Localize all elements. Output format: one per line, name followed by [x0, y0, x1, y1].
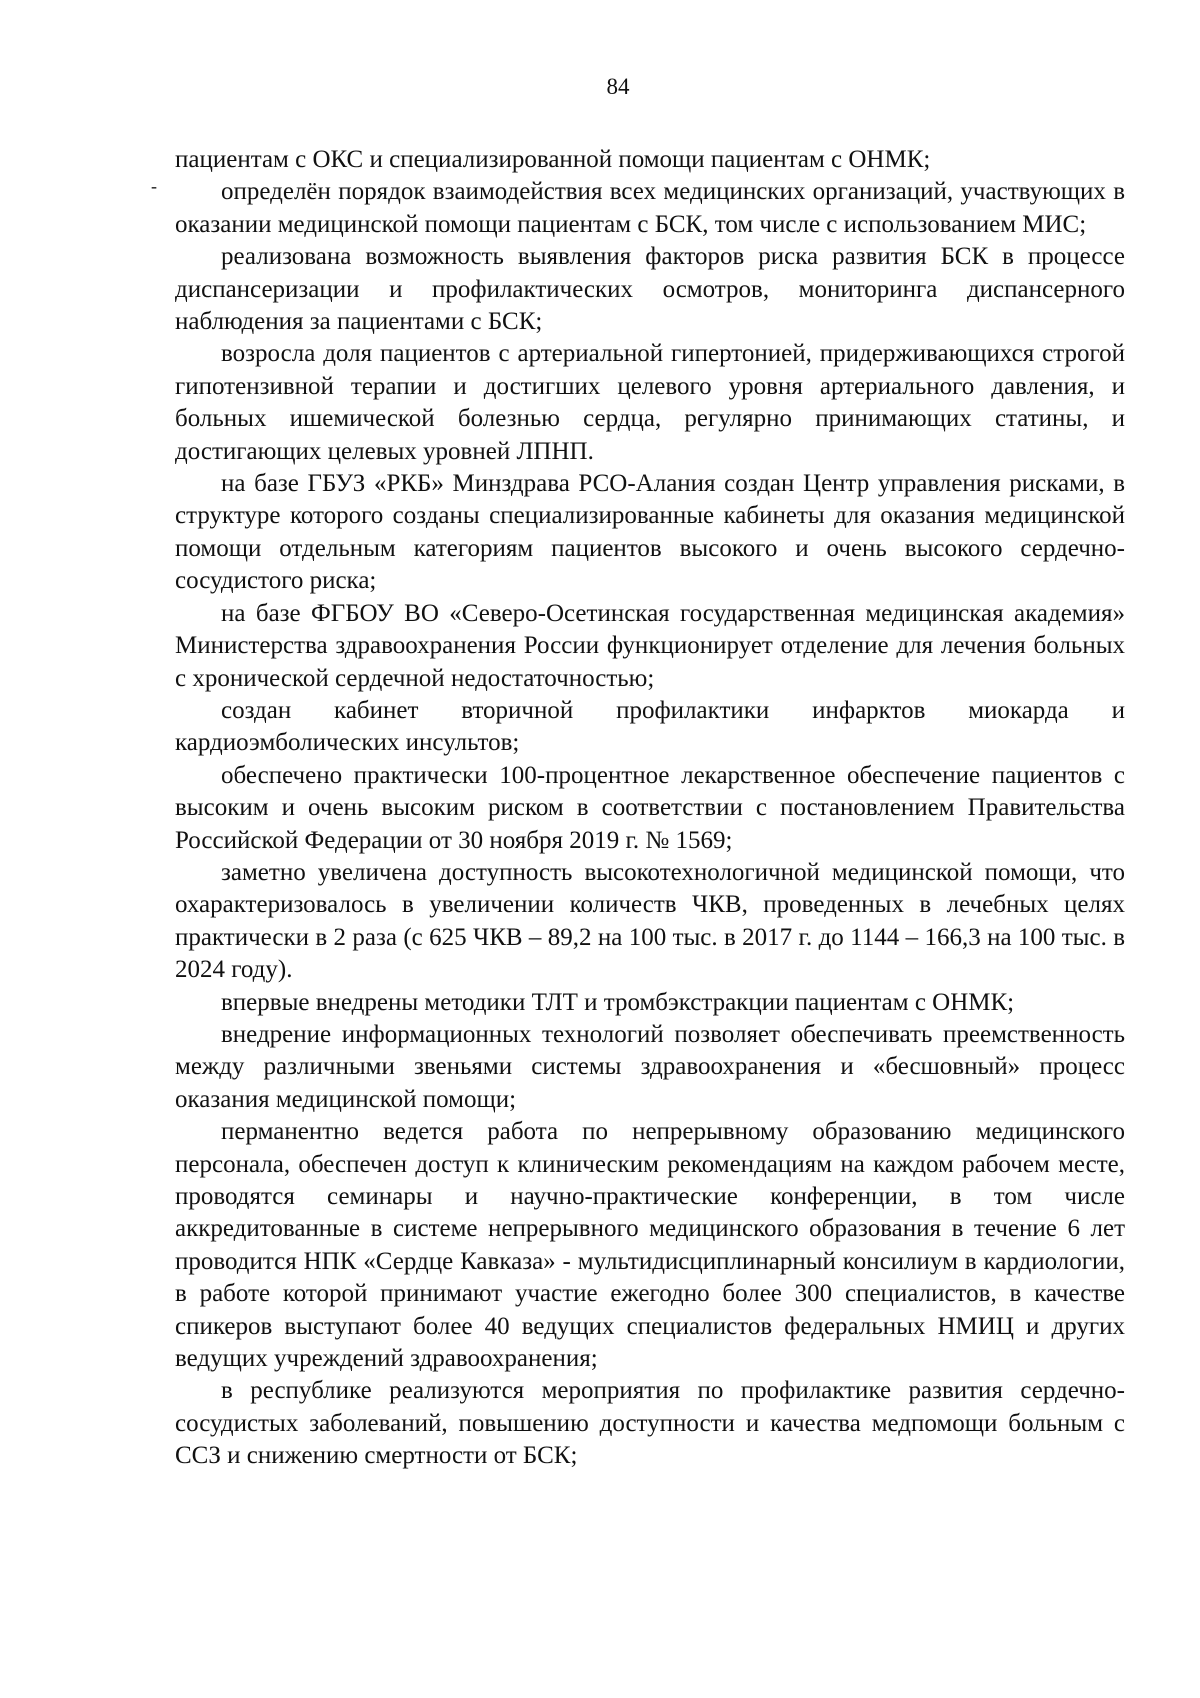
- body-text: [175, 144, 1125, 1473]
- paragraph: обеспечено практически 100-процентное лекарственное обеспечение пациентов с высоким и очень высоким риском в соответствии с постановлением Правительства Российской Федерации от 30 ноября 2019 г. № 1569;: [175, 761, 1125, 854]
- paragraph: внедрение информационных технологий позволяет обеспечивать преемственность между различными звеньями системы здравоохранения и «бесшовный» процесс оказания медицинской помощи;: [175, 1020, 1125, 1113]
- page-number: 84: [606, 74, 630, 99]
- paragraph: создан кабинет вторичной профилактики инфарктов миокарда и кардиоэмболических инсультов;: [175, 696, 1125, 757]
- paragraph: пациентам с ОКС и специализированной помощи пациентам с ОНМК;: [175, 146, 931, 173]
- paragraph: определён порядок взаимодействия всех медицинских организаций, участвующих в оказании медицинской помощи пациентам с БСК, том числе с использованием МИС;: [175, 178, 1125, 238]
- paragraph: в республике реализуются мероприятия по профилактике развития сердечно-сосудистых заболеваний, повышению доступности и качества медпомощи больным с ССЗ и снижению смертности от БСК;: [175, 1377, 1125, 1470]
- paragraph: на базе ФГБОУ ВО «Северо-Осетинская государственная медицинская академия» Министерства здравоохранения России функционирует отделение для лечения больных с хронической сердечной недостаточностью;: [175, 599, 1125, 692]
- paragraph: на базе ГБУЗ «РКБ» Минздрава РСО-Алания создан Центр управления рисками, в структуре которого созданы специализированные кабинеты для оказания медицинской помощи отдельным категориям пациентов высокого и очень высокого сердечно-сосудистого риска;: [175, 470, 1125, 595]
- paragraph: реализована возможность выявления факторов риска развития БСК в процессе диспансеризации и профилактических осмотров, мониторинга диспансерного наблюдения за пациентами с БСК;: [175, 243, 1125, 336]
- paragraph: перманентно ведется работа по непрерывному образованию медицинского персонала, обеспечен доступ к клиническим рекомендациям на каждом рабочем месте, проводятся семинары и научно-практические конференции, в том числе аккредитованные в системе непрерывного медицинского образования в течение 6 лет проводится НПК «Сердце Кавказа» - мультидисциплинарный консилиум в кардиологии, в работе которой принимают участие ежегодно более 300 специалистов, в качестве спикеров выступают более 40 ведущих специалистов федеральных НМИЦ и других ведущих учреждений здравоохранения;: [175, 1118, 1125, 1373]
- margin-dash-mark: -: [151, 176, 157, 196]
- paragraph: заметно увеличена доступность высокотехнологичной медицинской помощи, что охарактеризовалось в увеличении количеств ЧКВ, проведенных в лечебных целях практически в 2 раза (с 625 ЧКВ – 89,2 на 100 тыс. в 2017 г. до 1144 – 166,3 на 100 тыс. в 2024 году).: [175, 858, 1125, 984]
- paragraph: впервые внедрены методики ТЛТ и тромбэкстракции пациентам с ОНМК;: [221, 988, 1015, 1016]
- paragraph: возросла доля пациентов с артериальной гипертонией, придерживающихся строгой гипотензивной терапии и достигших целевого уровня артериального давления, и больных ишемической болезнью сердца, регулярно принимающих статины, и достигающих целевых уровней ЛПНП.: [175, 340, 1125, 465]
